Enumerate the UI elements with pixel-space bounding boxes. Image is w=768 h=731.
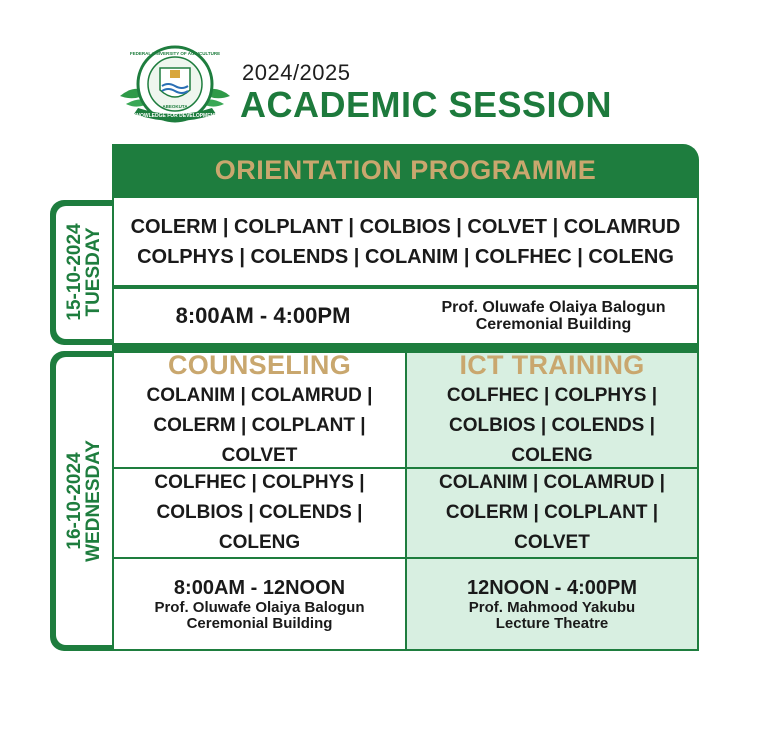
programme-header [112, 144, 699, 196]
day1-date: 15-10-2024 [64, 223, 85, 321]
counseling-venue-line1: Prof. Oluwafe Olaiya Balogun [154, 599, 365, 616]
ict-venue-line2: Lecture Theatre [495, 615, 609, 632]
counseling-group1-line1: COLANIM | COLAMRUD | [146, 385, 373, 406]
day1-date-label [65, 223, 103, 320]
ict-time: 12NOON - 4:00PM [466, 577, 638, 599]
day2-weekday: WEDNESDAY [83, 440, 104, 562]
day1-date-tab [50, 200, 112, 345]
day2-date-tab [50, 351, 112, 651]
ict-group1-cell [405, 351, 699, 469]
svg-text:FEDERAL UNIVERSITY OF AGRICULT: FEDERAL UNIVERSITY OF AGRICULTURE [129, 51, 221, 56]
day1-time: 8:00AM - 4:00PM [175, 303, 351, 328]
counseling-slot-cell [112, 557, 407, 651]
ict-group1-line1: COLFHEC | COLPHYS | [446, 385, 658, 406]
ict-group1-line2: COLBIOS | COLENDS | COLENG [449, 415, 655, 466]
session-year: 2024/2025 [242, 60, 351, 85]
day1-venue-cell [410, 287, 699, 345]
ict-group2-cell [405, 467, 699, 559]
counseling-group1-cell [112, 351, 407, 469]
counseling-group2-line2: COLBIOS | COLENDS | COLENG [156, 502, 363, 553]
day1-colleges-cell [112, 196, 699, 287]
crest-icon [116, 44, 234, 128]
ict-venue-line1: Prof. Mahmood Yakubu [468, 599, 636, 616]
ict-slot-cell [405, 557, 699, 651]
day1-venue-line1: Prof. Oluwafe Olaiya Balogun [441, 299, 666, 316]
counseling-title: COUNSELING [167, 350, 351, 380]
counseling-group2-line1: COLFHEC | COLPHYS | [154, 472, 365, 493]
svg-text:ABEOKUTA: ABEOKUTA [162, 104, 188, 109]
ict-title: ICT TRAINING [459, 350, 645, 380]
university-logo [116, 44, 234, 128]
counseling-group1-line2: COLERM | COLPLANT | COLVET [153, 415, 366, 466]
ict-group2-line1: COLANIM | COLAMRUD | [439, 472, 665, 493]
session-title: ACADEMIC SESSION [240, 84, 613, 125]
counseling-time: 8:00AM - 12NOON [173, 577, 346, 599]
day1-colleges-line1: COLERM | COLPLANT | COLBIOS | COLVET | COLAMRUD [130, 215, 681, 238]
day1-weekday: TUESDAY [83, 227, 104, 317]
ict-group2-line2: COLERM | COLPLANT | COLVET [445, 502, 659, 553]
day2-date-label [65, 440, 103, 562]
day1-time-cell [112, 287, 412, 345]
day2-date: 16-10-2024 [64, 452, 85, 550]
programme-title: ORIENTATION PROGRAMME [214, 155, 597, 185]
counseling-venue-line2: Ceremonial Building [186, 615, 333, 632]
counseling-group2-cell [112, 467, 407, 559]
svg-text:KNOWLEDGE FOR DEVELOPMENT: KNOWLEDGE FOR DEVELOPMENT [132, 113, 218, 119]
day1-colleges-line2: COLPHYS | COLENDS | COLANIM | COLFHEC | COLENG [137, 245, 674, 268]
day1-venue-line2: Ceremonial Building [475, 316, 632, 333]
